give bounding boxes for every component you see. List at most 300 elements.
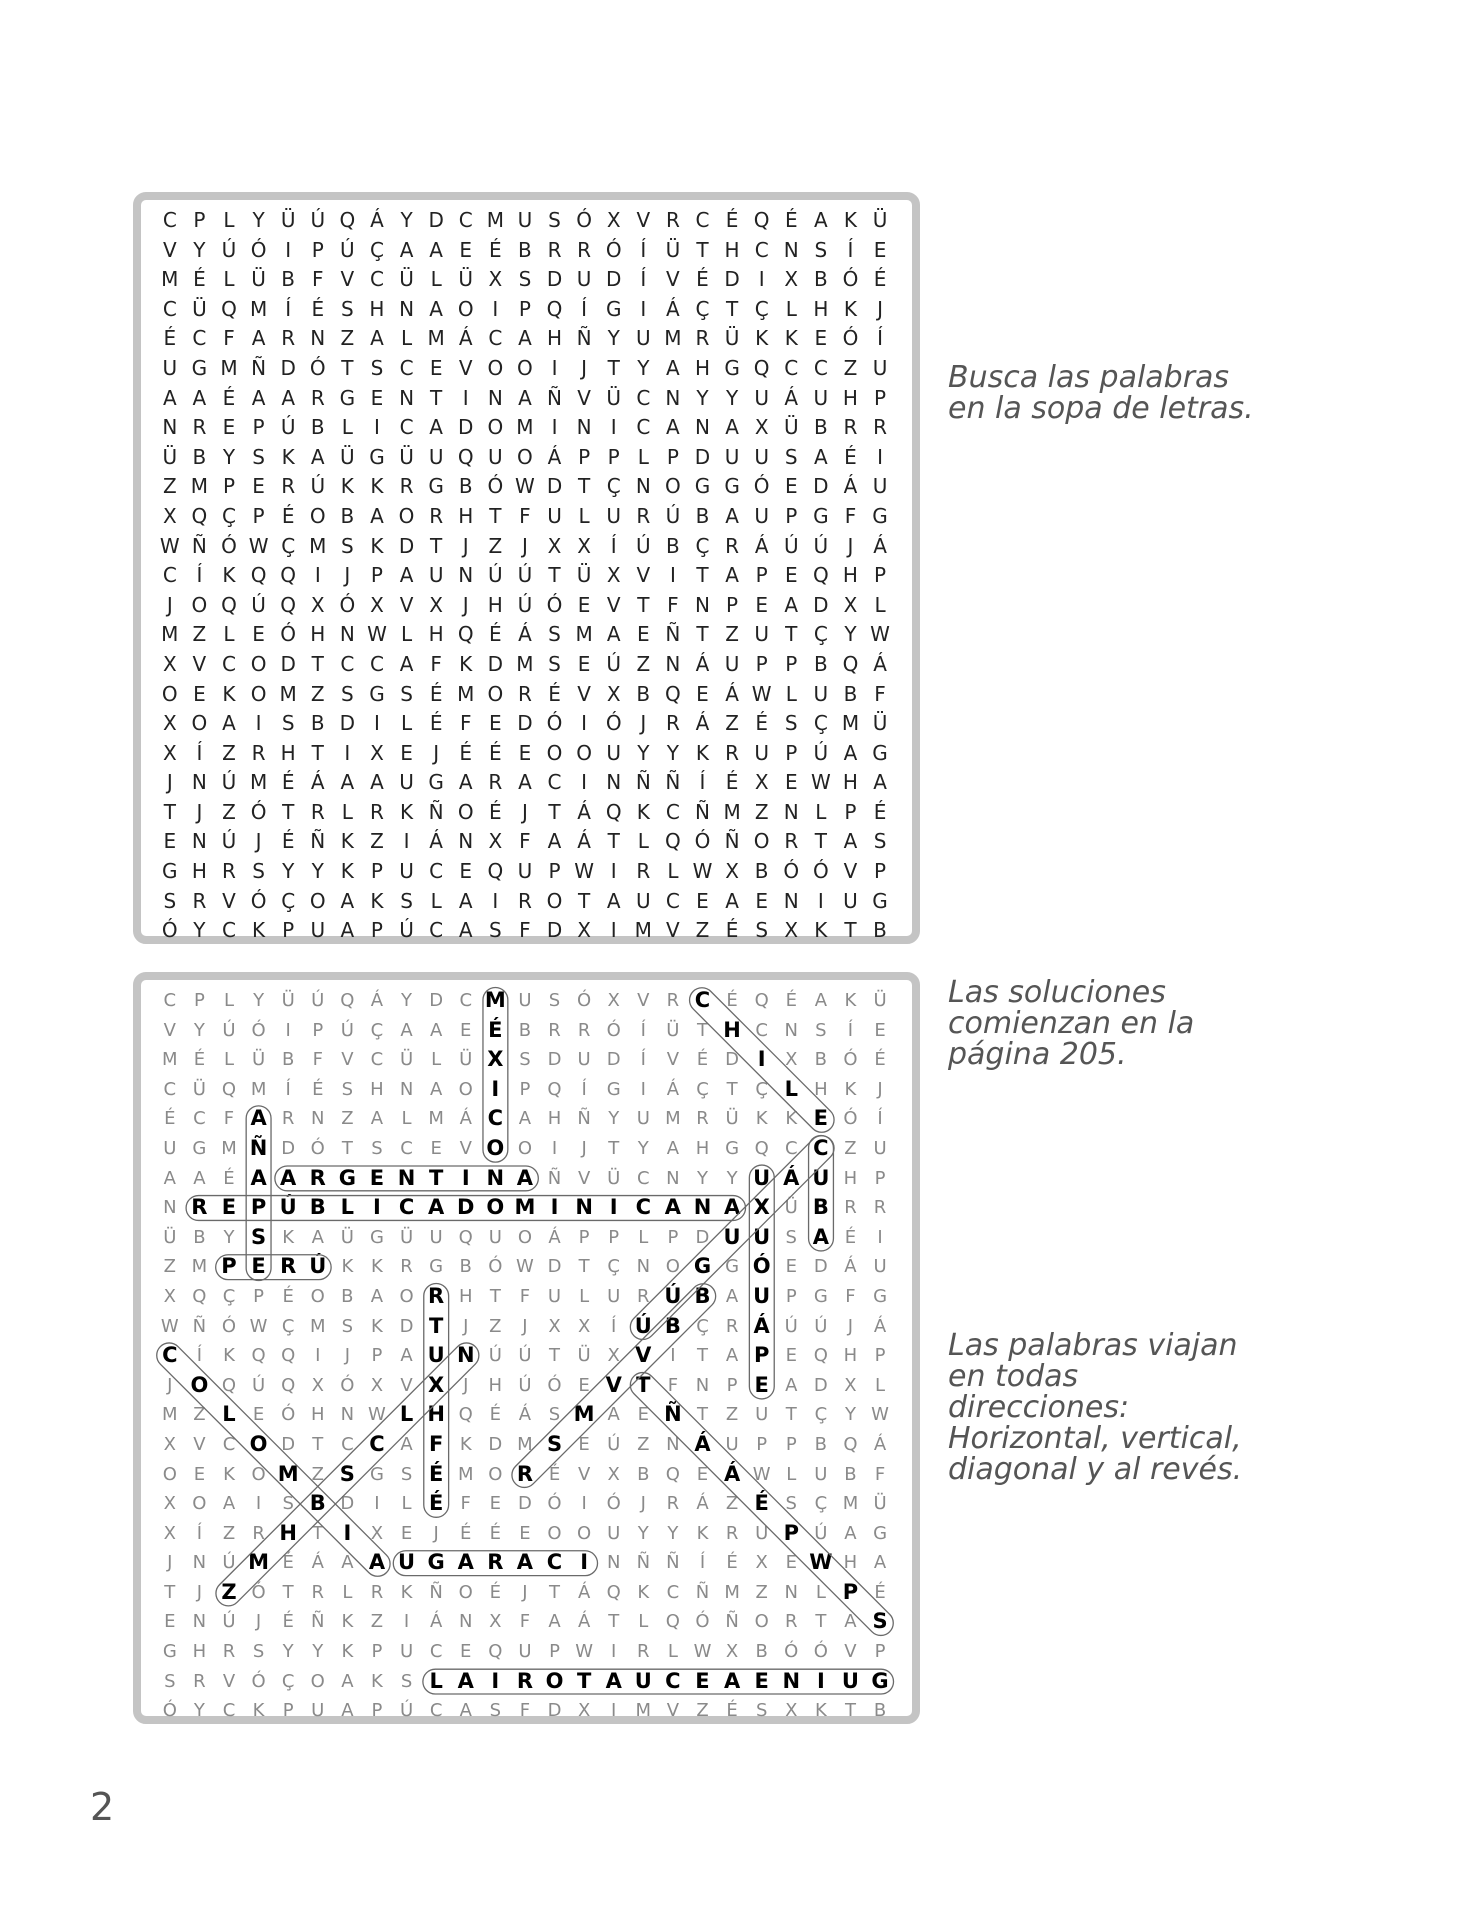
- grid-letter: A: [844, 1522, 857, 1544]
- grid-letter: Y: [637, 740, 650, 765]
- grid-letter: T: [341, 1137, 353, 1159]
- grid-letter: Í: [847, 1019, 854, 1041]
- grid-letter: D: [813, 474, 829, 499]
- grid-letter: T: [430, 533, 443, 558]
- grid-row: [155, 1578, 895, 1608]
- grid-letter: O: [487, 355, 504, 380]
- grid-letter: Ç: [606, 474, 621, 499]
- grid-letter: É: [488, 1017, 503, 1042]
- grid-letter: G: [369, 1463, 384, 1485]
- grid-letter: I: [610, 859, 617, 884]
- grid-letter: O: [161, 681, 178, 706]
- grid-letter: V: [605, 1372, 622, 1397]
- grid-letter: É: [164, 1108, 176, 1130]
- grid-letter: P: [518, 296, 531, 321]
- grid-letter: Z: [311, 1463, 324, 1485]
- grid-letter: Ç: [814, 1493, 828, 1515]
- grid-letter: N: [575, 1195, 593, 1220]
- grid-letter: Q: [605, 799, 622, 824]
- grid-letter: T: [164, 1581, 176, 1603]
- grid-letter: Ü: [192, 1078, 206, 1100]
- grid-letter: Ó: [221, 533, 237, 558]
- grid-letter: C: [369, 267, 384, 292]
- grid-letter: C: [400, 1137, 413, 1159]
- grid-letter: I: [551, 415, 558, 440]
- grid-letter: Ç: [369, 237, 384, 262]
- grid-letter: I: [374, 1493, 380, 1515]
- grid-letter: D: [546, 474, 563, 499]
- grid-letter: U: [725, 1433, 739, 1455]
- grid-letter: Q: [753, 208, 770, 232]
- grid-letter: N: [784, 1581, 798, 1603]
- grid-letter: R: [428, 1283, 445, 1308]
- grid-letter: K: [223, 1463, 235, 1485]
- grid-letter: R: [665, 711, 680, 736]
- grid-letter: A: [725, 415, 739, 440]
- grid-letter: P: [874, 1167, 886, 1189]
- grid-letter: Ó: [339, 592, 356, 617]
- grid-letter: Ú: [251, 592, 266, 617]
- grid-letter: T: [578, 474, 591, 499]
- grid-letter: H: [458, 503, 474, 528]
- grid-letter: Z: [636, 651, 651, 676]
- grid-letter: U: [310, 918, 326, 943]
- grid-letter: M: [309, 533, 327, 558]
- grid-letter: Ü: [606, 385, 622, 410]
- grid-letter: A: [310, 444, 325, 469]
- grid-letter: V: [163, 1019, 176, 1041]
- grid-letter: Ó: [251, 1581, 266, 1603]
- grid-letter: T: [608, 1611, 620, 1633]
- grid-letter: E: [785, 1552, 797, 1574]
- grid-letter: N: [191, 770, 207, 795]
- grid-letter: K: [341, 1641, 354, 1663]
- grid-letter: Á: [547, 444, 562, 469]
- grid-letter: C: [755, 1019, 768, 1041]
- grid-letter: L: [815, 1581, 826, 1603]
- grid-letter: P: [874, 1345, 886, 1367]
- grid-letter: Z: [754, 799, 769, 824]
- grid-letter: P: [282, 918, 295, 943]
- grid-letter: R: [873, 1197, 887, 1219]
- grid-letter: Ú: [784, 1315, 798, 1337]
- grid-letter: F: [845, 1285, 856, 1307]
- grid-letter: S: [400, 1463, 413, 1485]
- grid-letter: Ü: [399, 1049, 414, 1071]
- grid-row: [155, 768, 895, 798]
- grid-letter: Q: [665, 1611, 680, 1633]
- grid-letter: É: [489, 1522, 502, 1544]
- grid-letter: O: [488, 1463, 503, 1485]
- grid-letter: C: [429, 859, 444, 884]
- grid-letter: I: [817, 888, 824, 913]
- grid-letter: P: [193, 208, 206, 232]
- grid-letter: Z: [162, 474, 177, 499]
- grid-letter: Ü: [340, 444, 355, 469]
- grid-letter: P: [371, 1641, 383, 1663]
- grid-letter: X: [310, 592, 325, 617]
- grid-letter: Ó: [340, 1374, 355, 1396]
- grid-letter: Ç: [370, 1019, 384, 1041]
- grid-letter: R: [487, 1550, 504, 1575]
- grid-letter: S: [519, 1049, 531, 1071]
- grid-letter: B: [637, 1463, 650, 1485]
- grid-letter: L: [579, 1285, 590, 1307]
- grid-letter: Ú: [399, 1700, 414, 1722]
- grid-letter: M: [310, 1315, 326, 1337]
- grid-letter: J: [877, 296, 883, 321]
- grid-letter: O: [250, 681, 267, 706]
- grid-letter: B: [873, 1700, 887, 1722]
- grid-letter: J: [344, 563, 351, 588]
- grid-letter: Ç: [281, 1670, 295, 1692]
- grid-letter: Á: [873, 1433, 887, 1455]
- grid-letter: F: [844, 503, 857, 528]
- grid-letter: K: [785, 1108, 798, 1130]
- grid-letter: M: [841, 711, 860, 736]
- grid-letter: B: [309, 1195, 326, 1220]
- grid-letter: I: [609, 1195, 618, 1220]
- grid-letter: Í: [196, 740, 203, 765]
- grid-letter: B: [192, 444, 207, 469]
- grid-letter: U: [163, 1137, 177, 1159]
- grid-letter: R: [784, 829, 799, 854]
- grid-letter: A: [399, 563, 414, 588]
- grid-letter: W: [516, 1256, 534, 1278]
- grid-letter: I: [285, 237, 292, 262]
- grid-letter: B: [636, 681, 651, 706]
- grid-letter: Í: [640, 267, 647, 292]
- grid-letter: U: [872, 355, 888, 380]
- grid-letter: Ü: [607, 1167, 621, 1189]
- grid-letter: D: [281, 1433, 296, 1455]
- grid-letter: Ú: [309, 1254, 327, 1279]
- grid-letter: J: [847, 533, 854, 558]
- grid-letter: Á: [696, 1493, 709, 1515]
- grid-letter: G: [338, 1165, 356, 1190]
- grid-letter: E: [785, 1345, 797, 1367]
- grid-letter: T: [608, 1137, 620, 1159]
- grid-letter: K: [222, 563, 236, 588]
- grid-letter: Ú: [340, 1019, 354, 1041]
- grid-letter: A: [250, 1106, 267, 1131]
- grid-letter: L: [667, 1641, 678, 1663]
- solutions-note: Las soluciones comienzan en la página 205.: [948, 975, 1195, 1072]
- grid-letter: K: [755, 326, 769, 351]
- grid-letter: J: [462, 533, 469, 558]
- grid-letter: O: [192, 1493, 207, 1515]
- grid-letter: U: [577, 1049, 591, 1071]
- grid-letter: S: [784, 444, 798, 469]
- grid-letter: Ñ: [547, 1167, 562, 1189]
- grid-letter: Z: [370, 1611, 384, 1633]
- grid-letter: L: [637, 444, 649, 469]
- grid-letter: A: [725, 1345, 739, 1367]
- grid-letter: E: [784, 770, 798, 795]
- grid-letter: T: [489, 1285, 501, 1307]
- grid-letter: R: [666, 990, 680, 1011]
- grid-letter: W: [574, 859, 594, 884]
- grid-letter: Z: [310, 681, 325, 706]
- grid-letter: E: [489, 1493, 502, 1515]
- grid-letter: S: [785, 1493, 797, 1515]
- grid-letter: X: [844, 1374, 857, 1396]
- grid-letter: Á: [723, 1461, 741, 1486]
- grid-letter: Ó: [694, 829, 711, 854]
- grid-letter: R: [785, 1611, 798, 1633]
- grid-letter: Ó: [250, 799, 267, 824]
- grid-letter: U: [311, 1700, 325, 1722]
- grid-letter: W: [692, 859, 713, 884]
- grid-letter: U: [755, 1404, 769, 1426]
- grid-letter: O: [310, 1285, 325, 1307]
- grid-letter: M: [427, 326, 445, 351]
- grid-letter: É: [726, 990, 738, 1011]
- grid-letter: O: [486, 1135, 505, 1160]
- grid-letter: D: [695, 1226, 710, 1248]
- grid-letter: R: [280, 1254, 297, 1279]
- grid-letter: Ç: [695, 296, 710, 321]
- grid-letter: Y: [193, 1019, 205, 1041]
- grid-letter: H: [843, 1552, 858, 1574]
- grid-letter: E: [459, 237, 473, 262]
- grid-letter: B: [695, 503, 710, 528]
- grid-letter: M: [161, 622, 179, 647]
- grid-letter: S: [872, 1609, 888, 1634]
- grid-letter: W: [248, 533, 269, 558]
- grid-letter: J: [877, 1078, 883, 1100]
- grid-letter: H: [458, 1285, 473, 1307]
- grid-letter: P: [667, 1226, 679, 1248]
- grid-letter: C: [162, 1343, 178, 1368]
- grid-letter: Ñ: [665, 622, 681, 647]
- grid-letter: P: [785, 503, 798, 528]
- grid-letter: U: [428, 444, 444, 469]
- grid-letter: Ú: [635, 533, 651, 558]
- grid-letter: S: [400, 1670, 413, 1692]
- grid-letter: Í: [877, 326, 883, 351]
- grid-letter: U: [723, 1224, 741, 1249]
- grid-letter: Í: [285, 296, 292, 321]
- grid-letter: A: [547, 829, 562, 854]
- grid-letter: X: [162, 711, 177, 736]
- grid-letter: U: [162, 355, 178, 380]
- grid-letter: É: [548, 681, 561, 706]
- grid-row: [155, 1400, 895, 1430]
- grid-letter: H: [814, 1078, 828, 1100]
- grid-letter: P: [252, 503, 265, 528]
- grid-letter: A: [193, 1167, 206, 1189]
- grid-letter: Ü: [873, 990, 887, 1011]
- grid-letter: A: [873, 770, 887, 795]
- grid-letter: E: [874, 1019, 886, 1041]
- grid-letter: A: [518, 326, 532, 351]
- grid-letter: K: [252, 1700, 265, 1722]
- grid-letter: H: [546, 326, 563, 351]
- grid-letter: S: [339, 1461, 355, 1486]
- grid-row: [155, 591, 895, 621]
- grid-letter: O: [576, 740, 592, 765]
- grid-letter: T: [428, 1313, 444, 1338]
- grid-letter: O: [250, 651, 267, 676]
- grid-letter: A: [548, 1611, 561, 1633]
- grid-letter: U: [814, 1463, 828, 1485]
- grid-letter: Ü: [724, 326, 740, 351]
- grid-letter: G: [162, 859, 178, 884]
- grid-letter: J: [463, 1315, 469, 1337]
- grid-letter: R: [370, 799, 384, 824]
- grid-letter: I: [374, 711, 380, 736]
- grid-letter: L: [400, 326, 413, 351]
- grid-letter: Ü: [280, 208, 296, 232]
- grid-letter: Á: [873, 651, 887, 676]
- grid-letter: R: [725, 533, 740, 558]
- grid-letter: U: [873, 1137, 887, 1159]
- grid-letter: Ü: [576, 563, 592, 588]
- grid-letter: W: [810, 770, 831, 795]
- grid-letter: A: [844, 1611, 857, 1633]
- grid-letter: Ü: [665, 237, 681, 262]
- grid-letter: K: [400, 1581, 413, 1603]
- grid-letter: P: [726, 1374, 738, 1396]
- grid-letter: E: [696, 888, 709, 913]
- grid-row: [155, 561, 895, 591]
- grid-letter: R: [192, 888, 207, 913]
- grid-letter: B: [459, 1256, 472, 1278]
- grid-letter: X: [753, 1195, 770, 1220]
- grid-letter: A: [400, 1345, 413, 1367]
- grid-letter: A: [222, 1493, 236, 1515]
- grid-letter: Z: [341, 1108, 354, 1130]
- grid-letter: B: [814, 1049, 828, 1071]
- grid-letter: Y: [844, 1404, 856, 1426]
- grid-letter: Z: [222, 799, 236, 824]
- grid-letter: Ñ: [635, 770, 651, 795]
- grid-letter: Q: [457, 444, 474, 469]
- grid-letter: Ç: [813, 622, 828, 647]
- grid-letter: M: [162, 1049, 178, 1071]
- grid-letter: Z: [488, 533, 503, 558]
- grid-letter: N: [783, 888, 799, 913]
- grid-letter: Q: [457, 622, 474, 647]
- grid-letter: Q: [192, 1285, 207, 1307]
- grid-letter: L: [401, 1108, 412, 1130]
- grid-letter: D: [546, 918, 563, 943]
- grid-letter: X: [607, 1463, 620, 1485]
- grid-letter: E: [518, 740, 532, 765]
- grid-letter: Z: [222, 1522, 236, 1544]
- grid-letter: X: [163, 1522, 176, 1544]
- grid-letter: F: [874, 681, 886, 706]
- grid-letter: A: [458, 888, 473, 913]
- grid-letter: R: [873, 415, 887, 440]
- grid-letter: Ó: [310, 1137, 325, 1159]
- grid-letter: Ú: [814, 1522, 828, 1544]
- grid-letter: É: [873, 267, 887, 292]
- grid-letter: É: [755, 711, 768, 736]
- grid-letter: M: [250, 1078, 267, 1100]
- grid-letter: Y: [223, 1226, 235, 1248]
- grid-row: [155, 827, 895, 857]
- grid-letter: U: [547, 503, 562, 528]
- grid-letter: I: [491, 1668, 500, 1693]
- grid-letter: K: [843, 208, 858, 232]
- grid-letter: R: [636, 503, 651, 528]
- grid-letter: L: [431, 1049, 442, 1071]
- grid-letter: X: [754, 415, 769, 440]
- grid-letter: Ú: [607, 1433, 621, 1455]
- grid-letter: H: [487, 592, 503, 617]
- grid-row: [155, 206, 895, 236]
- grid-letter: S: [814, 237, 828, 262]
- grid-letter: E: [164, 1611, 176, 1633]
- grid-letter: Ó: [753, 474, 770, 499]
- grid-letter: T: [844, 1700, 856, 1722]
- grid-letter: Ñ: [429, 1581, 443, 1603]
- grid-letter: É: [874, 1049, 886, 1071]
- grid-letter: Q: [250, 563, 267, 588]
- grid-letter: B: [813, 415, 828, 440]
- grid-letter: P: [311, 237, 324, 262]
- grid-letter: J: [196, 1581, 203, 1603]
- grid-letter: Ú: [606, 651, 622, 676]
- grid-letter: L: [223, 267, 235, 292]
- grid-letter: O: [517, 1226, 532, 1248]
- grid-letter: E: [519, 1522, 531, 1544]
- grid-letter: N: [310, 326, 326, 351]
- grid-letter: M: [514, 1195, 536, 1220]
- grid-letter: É: [460, 1522, 472, 1544]
- grid-letter: A: [725, 1285, 739, 1307]
- page-number: 2: [90, 1785, 115, 1829]
- grid-letter: A: [666, 1137, 680, 1159]
- grid-letter: É: [312, 1078, 324, 1100]
- grid-letter: D: [339, 711, 356, 736]
- grid-letter: I: [877, 444, 883, 469]
- grid-letter: L: [638, 1226, 649, 1248]
- grid-letter: O: [191, 592, 208, 617]
- grid-letter: G: [724, 474, 740, 499]
- grid-letter: B: [281, 267, 296, 292]
- grid-letter: E: [696, 681, 709, 706]
- grid-letter: U: [576, 267, 592, 292]
- grid-letter: X: [311, 1374, 324, 1396]
- grid-letter: X: [577, 918, 591, 943]
- grid-letter: A: [814, 208, 828, 232]
- grid-letter: Ç: [755, 1078, 768, 1100]
- grid-letter: K: [340, 829, 354, 854]
- grid-letter: T: [637, 592, 650, 617]
- grid-letter: M: [191, 1256, 208, 1278]
- grid-letter: É: [489, 1404, 502, 1426]
- grid-letter: Q: [753, 355, 770, 380]
- grid-letter: Ñ: [191, 533, 207, 558]
- grid-letter: E: [252, 1404, 265, 1426]
- grid-letter: P: [370, 563, 383, 588]
- grid-letter: B: [813, 651, 828, 676]
- grid-letter: S: [489, 1700, 502, 1722]
- grid-letter: P: [222, 474, 236, 499]
- grid-letter: A: [814, 990, 828, 1011]
- grid-letter: C: [488, 326, 503, 351]
- grid-letter: Á: [577, 799, 591, 824]
- grid-row: [155, 1134, 895, 1164]
- grid-letter: E: [755, 888, 768, 913]
- grid-letter: C: [162, 563, 177, 588]
- grid-letter: J: [255, 1611, 262, 1633]
- grid-letter: I: [670, 1345, 676, 1367]
- grid-letter: H: [547, 1108, 562, 1130]
